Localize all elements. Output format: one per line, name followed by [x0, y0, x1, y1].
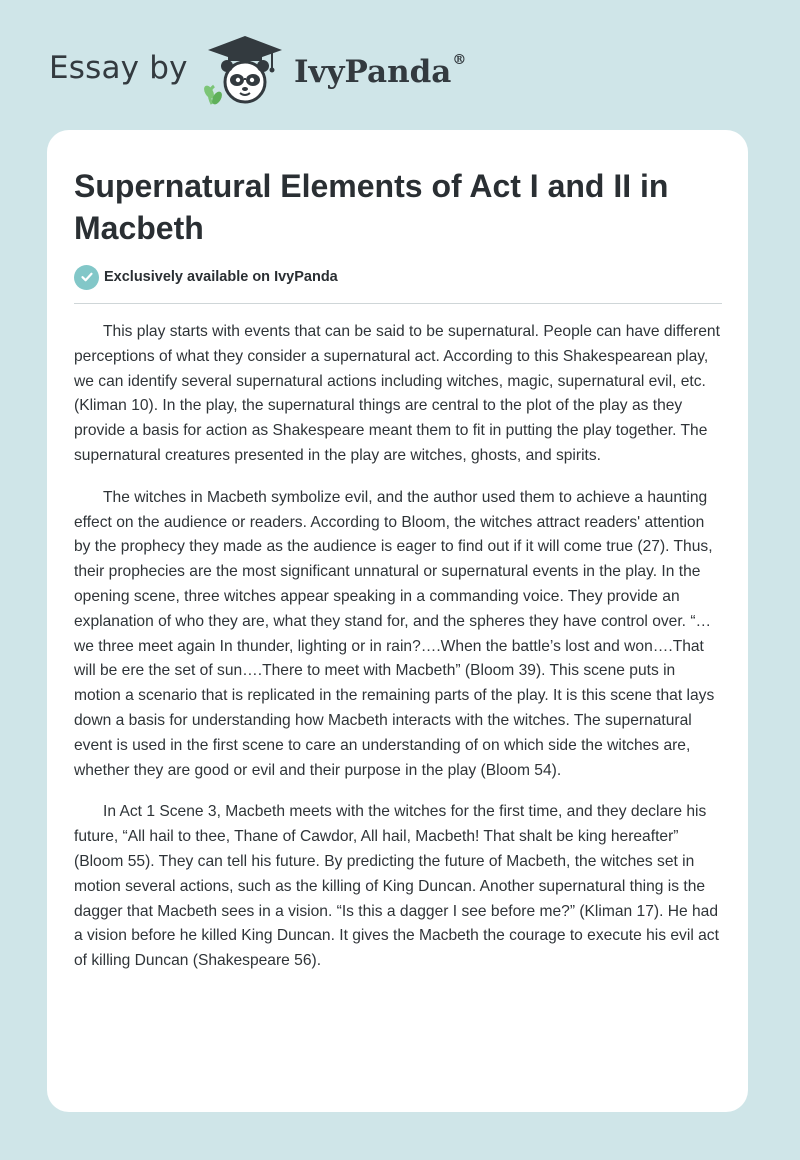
paragraph-1: This play starts with events that can be said to be supernatural. People can have different perceptions of what they consider a supernatural act. According to this Shakespearean play, we can identify several supernatural actions including witches, magic, supernatural evil, etc. (Kliman 10). In the play, the supernatural things are central to the plot of the play as they provide a basis for action as Shakespeare meant them to fit in putting the play together. The supernatural creatures presented in the play are witches, ghosts, and spirits.	[74, 323, 720, 464]
brand-name[interactable]	[294, 54, 466, 90]
essay-title: Supernatural Elements of Act I and II in Macbeth	[74, 168, 669, 246]
exclusive-badge-label: Exclusively available on IvyPanda	[104, 269, 338, 285]
essay-body	[74, 320, 724, 991]
registered-mark: ®	[452, 52, 467, 68]
site-header	[0, 0, 800, 130]
title-divider	[74, 303, 722, 304]
paragraph-3: In Act 1 Scene 3, Macbeth meets with the witches for the first time, and they declare his future, “All hail to thee, Thane of Cawdor, All hail, Macbeth! That shalt be king hereafter” (Bloom 55). They can tell his future. By predicting the future of Macbeth, the witches set in motion several actions, such as the killing of King Duncan. Another supernatural thing is the dagger that Macbeth sees in a vision. “Is this a dagger I see before me?” (Kliman 17). He had a vision before he killed King Duncan. It gives the Macbeth the courage to execute his evil act of killing Duncan (Shakespeare 56).	[74, 803, 719, 970]
essay-card	[47, 130, 748, 1112]
exclusive-badge	[74, 264, 338, 290]
brand-text: IvyPanda	[294, 54, 452, 90]
check-icon	[74, 265, 99, 290]
panda-logo-icon[interactable]	[200, 30, 290, 110]
essay-by-label: Essay by	[49, 50, 188, 86]
paragraph-2: The witches in Macbeth symbolize evil, and the author used them to achieve a haunting effect on the audience or readers. According to Bloom, the witches attract readers' attention by the prophecy they made as the audience is eager to find out if it will come true (27). Thus, their prophecies are the most significant unnatural or supernatural events in the play. In the opening scene, three witches appear speaking in a commanding voice. They provide an explanation of who they are, what they stand for, and the spheres they have control over. “…we three meet again In thunder, lighting or in rain?….When the battle’s lost and won….That will be ere the set of sun….There to meet with Macbeth” (Bloom 39). This scene puts in motion a scenario that is replicated in the remaining parts of the play. It is this scene that lays down a basis for understanding how Macbeth interacts with the witches. The supernatural event is used in the first scene to care an understanding of on which side the witches are, whether they are good or evil and their purpose in the play (Bloom 54).	[74, 488, 715, 779]
